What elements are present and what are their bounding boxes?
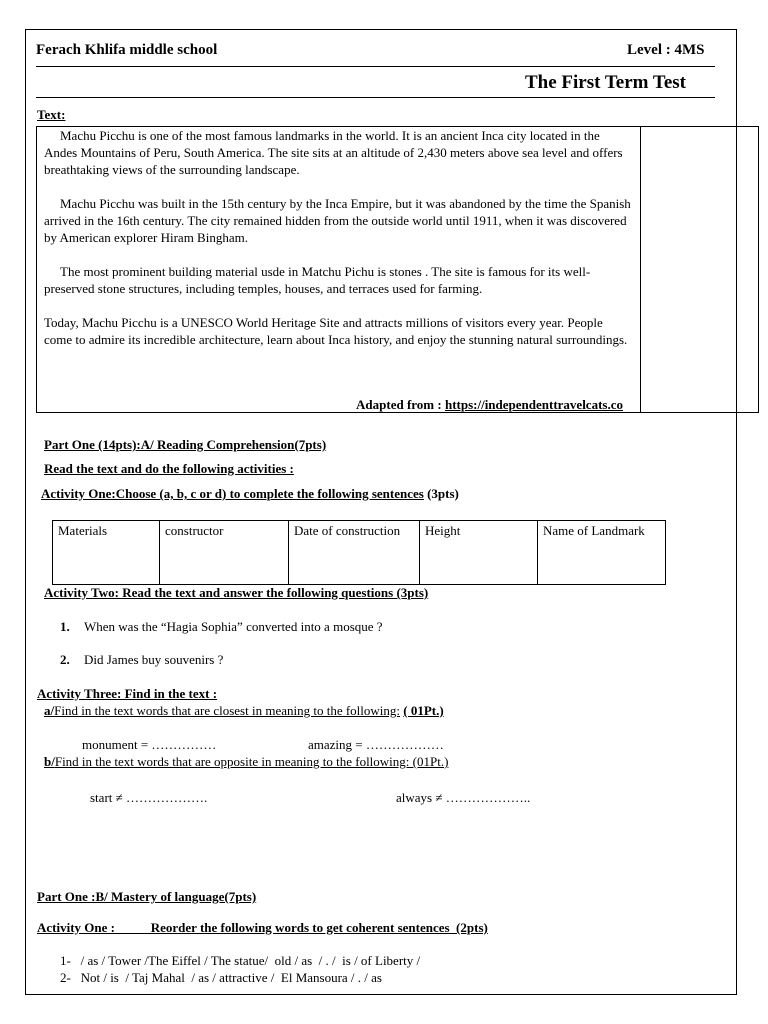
activity-one-table	[52, 520, 666, 585]
part-one-instruction: Read the text and do the following activities :	[44, 461, 294, 476]
reading-text-box	[36, 126, 641, 413]
paragraph-4: Today, Machu Picchu is a UNESCO World Heritage Site and attracts millions of visitors every year. People come to admire its incredible architecture, learn about Inca history, and enjoy the stunning natural surroundings.	[44, 315, 628, 347]
table-cell-landmark: Name of Landmark	[543, 523, 645, 538]
activity-three-title: Activity Three: Find in the text :	[37, 686, 218, 701]
header-divider-bottom	[36, 97, 715, 98]
table-cell-constructor: constructor	[160, 521, 289, 584]
question-1-number: 1.	[60, 619, 70, 634]
side-box	[640, 126, 759, 413]
reorder-item-2: 2- Not / is / Taj Mahal / as / attractive / El Mansoura / . / as	[60, 970, 382, 985]
question-1	[60, 619, 383, 635]
paragraph-3: The most prominent building material usde in Matchu Pichu is stones . The site is famous for its well-preserved stone structures, including temples, houses, and terraces used for farming.	[44, 264, 591, 296]
question-2-text: Did James buy souvenirs ?	[84, 652, 224, 667]
level-label: Level : 4MS	[627, 42, 705, 58]
text-label: Text:	[37, 107, 66, 122]
table-cell-materials: Materials	[53, 521, 160, 584]
activity-one-heading	[41, 486, 459, 502]
part-one-title: Part One (14pts):A/ Reading Comprehension(7pts)	[44, 437, 327, 452]
synonym-item-1: monument = ……………	[82, 737, 217, 752]
part-b-activity-one-title: Activity One : Reorder the following words to get coherent sentences (2pts)	[37, 920, 488, 935]
school-name: Ferach Khlifa middle school	[36, 42, 218, 58]
activity-three-a-line	[44, 703, 444, 719]
source-label: Adapted from :	[356, 397, 442, 412]
synonym-item-2: amazing = ………………	[308, 737, 444, 752]
activity-three-b-prefix: b/	[44, 754, 55, 769]
activity-two-title: Activity Two: Read the text and answer the following questions (3pts)	[44, 585, 429, 600]
paragraph-2: Machu Picchu was built in the 15th century by the Inca Empire, but it was abandoned by the time the Spanish arrived in the 16th century. The city remained hidden from the outside world until 1911, when it was discovered by American explorer Hiram Bingham.	[44, 196, 631, 245]
activity-three-a-prefix: a/	[44, 703, 55, 718]
table-cell-date: Date of construction	[289, 521, 420, 584]
header-divider-top	[36, 66, 715, 67]
opposite-item-2: always ≠ ………………..	[396, 790, 531, 805]
question-1-text: When was the “Hagia Sophia” converted into a mosque ?	[84, 619, 383, 634]
activity-three-b-text: Find in the text words that are opposite in meaning to the following: (01Pt.)	[54, 754, 449, 769]
reorder-item-1: 1- / as / Tower /The Eiffel / The statue/ old / as / . / is / of Liberty /	[60, 953, 421, 968]
activity-one-title: Activity One:Choose (a, b, c or d) to complete the following sentences	[41, 486, 424, 501]
source-line	[356, 397, 623, 413]
activity-three-b-line	[44, 754, 448, 770]
question-2-number: 2.	[60, 652, 70, 667]
test-title: The First Term Test	[525, 72, 686, 93]
source-link[interactable]: https://independenttravelcats.co	[444, 397, 623, 412]
paragraph-1: Machu Picchu is one of the most famous landmarks in the world. It is an ancient Inca city located in the Andes Mountains of Peru, South America. The site sits at an altitude of 2,430 meters above sea level and offers breathtaking views of the surrounding landscape.	[44, 128, 623, 177]
table-cell-height: Height	[420, 521, 538, 584]
part-b-title: Part One :B/ Mastery of language(7pts)	[37, 889, 257, 904]
activity-three-a-points: ( 01Pt.)	[403, 703, 444, 718]
opposite-item-1: start ≠ ……………….	[90, 790, 208, 805]
question-2	[60, 652, 223, 668]
activity-one-points: (3pts)	[427, 486, 459, 501]
activity-three-a-text: Find in the text words that are closest in meaning to the following:	[54, 703, 401, 718]
